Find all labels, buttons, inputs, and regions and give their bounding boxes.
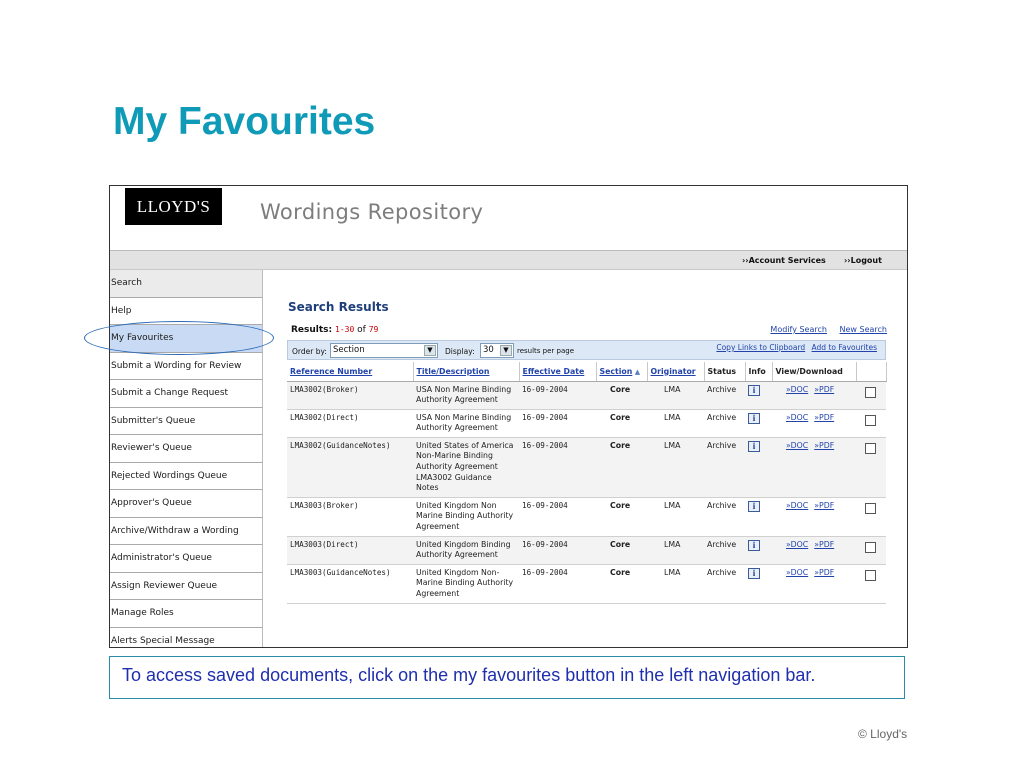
- table-header-row: [287, 362, 886, 381]
- cell-reference-number: LMA3003(GuidanceNotes): [287, 564, 413, 603]
- bulk-action-links: [706, 343, 877, 352]
- per-page-label: results per page: [517, 347, 575, 355]
- sidebar-item-submit-wording[interactable]: Submit a Wording for Review: [110, 353, 262, 381]
- app-screenshot: [109, 185, 908, 648]
- order-by-label: Order by:: [292, 347, 327, 356]
- col-section[interactable]: Section: [599, 366, 633, 376]
- download-pdf-link[interactable]: »PDF: [814, 539, 835, 549]
- cell-effective-date: 16-09-2004: [519, 536, 596, 564]
- download-doc-link[interactable]: »DOC: [786, 539, 809, 549]
- cell-info: [745, 381, 772, 409]
- search-links: [760, 325, 887, 334]
- cell-info: [745, 536, 772, 564]
- cell-info: [745, 437, 772, 497]
- results-count: [291, 325, 378, 335]
- download-pdf-link[interactable]: »PDF: [814, 440, 835, 450]
- cell-status: Archive: [704, 564, 745, 603]
- info-icon[interactable]: i: [748, 413, 760, 424]
- cell-status: Archive: [704, 409, 745, 437]
- cell-info: [745, 564, 772, 603]
- logout-link[interactable]: ››Logout: [844, 256, 882, 265]
- app-header: [110, 186, 907, 250]
- table-row: [287, 381, 886, 409]
- display-count-value: 30: [483, 345, 494, 355]
- cell-title: United Kingdom Binding Authority Agreement: [413, 536, 519, 564]
- cell-title: USA Non Marine Binding Authority Agreement: [413, 409, 519, 437]
- add-to-favourites-link[interactable]: Add to Favourites: [811, 343, 877, 352]
- sidebar-item-submitters-queue[interactable]: Submitter's Queue: [110, 408, 262, 436]
- cell-view-download: [772, 497, 856, 536]
- sidebar-item-alerts-special-message[interactable]: Alerts Special Message: [110, 628, 262, 649]
- cell-view-download: [772, 381, 856, 409]
- cell-section: Core: [596, 437, 647, 497]
- download-doc-link[interactable]: »DOC: [786, 412, 809, 422]
- cell-originator: LMA: [647, 536, 704, 564]
- sidebar-item-administrators-queue[interactable]: Administrator's Queue: [110, 545, 262, 573]
- row-select-checkbox[interactable]: [865, 415, 876, 426]
- download-pdf-link[interactable]: »PDF: [814, 412, 835, 422]
- cell-section: Core: [596, 564, 647, 603]
- cell-effective-date: 16-09-2004: [519, 409, 596, 437]
- cell-view-download: [772, 536, 856, 564]
- sidebar-item-help[interactable]: Help: [110, 298, 262, 326]
- cell-originator: LMA: [647, 564, 704, 603]
- cell-originator: LMA: [647, 409, 704, 437]
- results-table: [287, 362, 887, 604]
- sidebar-item-manage-roles[interactable]: Manage Roles: [110, 600, 262, 628]
- app-title: Wordings Repository: [260, 200, 484, 224]
- sidebar-item-search[interactable]: Search: [110, 270, 262, 298]
- cell-title: United States of America Non-Marine Binding Authority Agreement LMA3002 Guidance Notes: [413, 437, 519, 497]
- main-content: [273, 270, 903, 648]
- col-view-download: View/Download: [772, 362, 856, 381]
- col-effective-date[interactable]: Effective Date: [519, 362, 596, 381]
- download-doc-link[interactable]: »DOC: [786, 440, 809, 450]
- row-select-checkbox[interactable]: [865, 443, 876, 454]
- cell-section: Core: [596, 409, 647, 437]
- cell-originator: LMA: [647, 381, 704, 409]
- cell-section: Core: [596, 381, 647, 409]
- row-select-checkbox[interactable]: [865, 542, 876, 553]
- sidebar-item-approvers-queue[interactable]: Approver's Queue: [110, 490, 262, 518]
- results-of-label: of: [357, 325, 366, 335]
- col-originator[interactable]: Originator: [647, 362, 704, 381]
- cell-effective-date: 16-09-2004: [519, 381, 596, 409]
- cell-view-download: [772, 564, 856, 603]
- copy-links-link[interactable]: Copy Links to Clipboard: [716, 343, 806, 352]
- cell-select: [856, 409, 886, 437]
- chevron-down-icon: ▼: [424, 345, 436, 356]
- cell-reference-number: LMA3003(Broker): [287, 497, 413, 536]
- cell-status: Archive: [704, 381, 745, 409]
- table-row: [287, 497, 886, 536]
- cell-reference-number: LMA3002(GuidanceNotes): [287, 437, 413, 497]
- cell-select: [856, 437, 886, 497]
- col-title-description[interactable]: Title/Description: [413, 362, 519, 381]
- results-range: 1-30: [335, 325, 355, 334]
- order-display-bar: [287, 340, 886, 360]
- col-reference-number[interactable]: Reference Number: [287, 362, 413, 381]
- display-label: Display:: [445, 347, 475, 356]
- cell-reference-number: LMA3002(Direct): [287, 409, 413, 437]
- table-row: [287, 409, 886, 437]
- info-icon[interactable]: i: [748, 540, 760, 551]
- results-count-label: Results:: [291, 325, 333, 335]
- row-select-checkbox[interactable]: [865, 387, 876, 398]
- new-search-link[interactable]: New Search: [839, 325, 887, 334]
- cell-effective-date: 16-09-2004: [519, 497, 596, 536]
- cell-status: Archive: [704, 536, 745, 564]
- results-heading: Search Results: [288, 300, 389, 314]
- cell-select: [856, 564, 886, 603]
- account-services-link[interactable]: ››Account Services: [742, 256, 826, 265]
- cell-title: United Kingdom Non-Marine Binding Authority Agreement: [413, 564, 519, 603]
- download-doc-link[interactable]: »DOC: [786, 500, 809, 510]
- sidebar-item-reviewers-queue[interactable]: Reviewer's Queue: [110, 435, 262, 463]
- sidebar-item-archive-withdraw[interactable]: Archive/Withdraw a Wording: [110, 518, 262, 546]
- cell-reference-number: LMA3002(Broker): [287, 381, 413, 409]
- lloyds-logo: LLOYD'S: [125, 188, 222, 225]
- sidebar-item-rejected-wordings-queue[interactable]: Rejected Wordings Queue: [110, 463, 262, 491]
- sidebar-item-assign-reviewer-queue[interactable]: Assign Reviewer Queue: [110, 573, 262, 601]
- cell-select: [856, 381, 886, 409]
- sidebar-item-my-favourites[interactable]: My Favourites: [110, 325, 262, 353]
- sidebar: [110, 270, 263, 648]
- info-icon[interactable]: i: [748, 568, 760, 579]
- cell-effective-date: 16-09-2004: [519, 437, 596, 497]
- modify-search-link[interactable]: Modify Search: [770, 325, 827, 334]
- table-row: [287, 564, 886, 603]
- cell-status: Archive: [704, 497, 745, 536]
- download-pdf-link[interactable]: »PDF: [814, 500, 835, 510]
- slide-title: My Favourites: [113, 100, 376, 143]
- row-select-checkbox[interactable]: [865, 570, 876, 581]
- display-count-select[interactable]: [480, 343, 514, 358]
- cell-section: Core: [596, 536, 647, 564]
- cell-reference-number: LMA3003(Direct): [287, 536, 413, 564]
- cell-view-download: [772, 437, 856, 497]
- cell-view-download: [772, 409, 856, 437]
- sort-ascending-icon: ▲: [632, 367, 641, 376]
- download-pdf-link[interactable]: »PDF: [814, 384, 835, 394]
- info-icon[interactable]: i: [748, 385, 760, 396]
- table-row: [287, 437, 886, 497]
- cell-title: United Kingdom Non Marine Binding Authority Agreement: [413, 497, 519, 536]
- table-row: [287, 536, 886, 564]
- download-doc-link[interactable]: »DOC: [786, 384, 809, 394]
- cell-select: [856, 536, 886, 564]
- results-total: 79: [368, 325, 379, 334]
- slide-caption: To access saved documents, click on the my favourites button in the left navigation bar.: [109, 656, 905, 699]
- info-icon[interactable]: i: [748, 501, 760, 512]
- row-select-checkbox[interactable]: [865, 503, 876, 514]
- order-by-value: Section: [333, 345, 365, 355]
- cell-title: USA Non Marine Binding Authority Agreement: [413, 381, 519, 409]
- cell-section: Core: [596, 497, 647, 536]
- order-by-select[interactable]: [330, 343, 438, 358]
- cell-select: [856, 497, 886, 536]
- copyright-notice: © Lloyd's: [858, 727, 908, 741]
- cell-info: [745, 409, 772, 437]
- cell-originator: LMA: [647, 497, 704, 536]
- download-doc-link[interactable]: »DOC: [786, 567, 809, 577]
- top-nav-bar: [110, 250, 907, 270]
- download-pdf-link[interactable]: »PDF: [814, 567, 835, 577]
- cell-effective-date: 16-09-2004: [519, 564, 596, 603]
- sidebar-item-submit-change-request[interactable]: Submit a Change Request: [110, 380, 262, 408]
- col-status: Status: [704, 362, 745, 381]
- chevron-down-icon: ▼: [500, 345, 512, 356]
- col-section-header[interactable]: [596, 362, 647, 381]
- col-info: Info: [745, 362, 772, 381]
- col-select: [856, 362, 886, 381]
- cell-originator: LMA: [647, 437, 704, 497]
- cell-status: Archive: [704, 437, 745, 497]
- info-icon[interactable]: i: [748, 441, 760, 452]
- cell-info: [745, 497, 772, 536]
